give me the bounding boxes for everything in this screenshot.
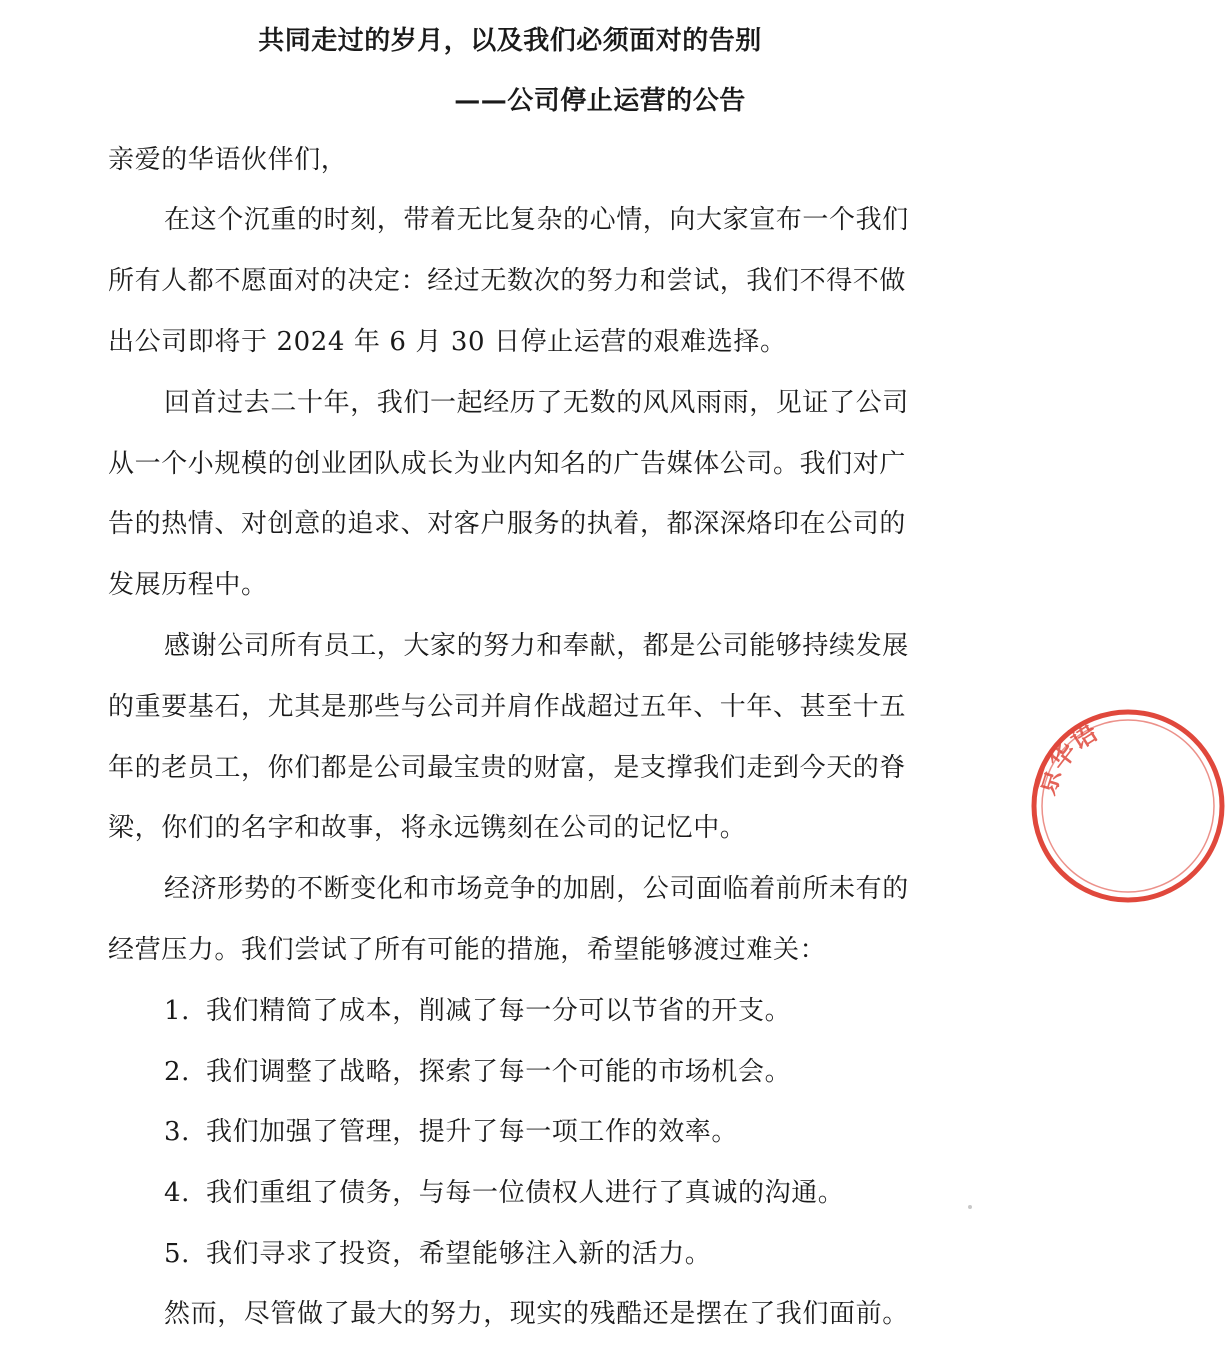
paragraph-line: 发展历程中。: [108, 570, 268, 600]
list-item-text: 我们精简了成本，削减了每一分可以节省的开支。: [206, 996, 792, 1026]
list-item-text: 我们寻求了投资，希望能够注入新的活力。: [206, 1239, 712, 1269]
closing-line: 然而，尽管做了最大的努力，现实的残酷还是摆在了我们面前。: [164, 1299, 909, 1329]
list-item: [164, 993, 791, 1029]
company-seal-stamp: [1028, 706, 1228, 906]
scan-speck: [968, 1205, 972, 1209]
paragraph-line: 回首过去二十年，我们一起经历了无数的风风雨雨，见证了公司: [164, 388, 909, 418]
list-item-number: 5.: [164, 1239, 191, 1269]
paragraph-line: 出公司即将于 2024 年 6 月 30 日停止运营的艰难选择。: [108, 327, 787, 357]
paragraph-line: 年的老员工，你们都是公司最宝贵的财富，是支撑我们走到今天的脊: [108, 753, 907, 783]
list-item: [164, 1054, 791, 1090]
paragraph-line: 的重要基石，尤其是那些与公司并肩作战超过五年、十年、甚至十五: [108, 692, 907, 722]
list-item: [164, 1114, 738, 1150]
list-item: [164, 1236, 711, 1272]
document-subtitle: ——公司停止运营的公告: [454, 86, 746, 116]
svg-text:京华语: [1031, 717, 1104, 798]
list-item-text: 我们加强了管理，提升了每一项工作的效率。: [206, 1117, 739, 1147]
paragraph-line: 经营压力。我们尝试了所有可能的措施，希望能够渡过难关：: [108, 935, 827, 965]
paragraph-line: 所有人都不愿面对的决定：经过无数次的努力和尝试，我们不得不做: [108, 266, 907, 296]
list-item-text: 我们调整了战略，探索了每一个可能的市场机会。: [206, 1057, 792, 1087]
list-item-number: 4.: [164, 1178, 191, 1208]
list-item-number: 2.: [164, 1057, 191, 1087]
paragraph-line: 从一个小规模的创业团队成长为业内知名的广告媒体公司。我们对广: [108, 449, 907, 479]
list-item-text: 我们重组了债务，与每一位债权人进行了真诚的沟通。: [206, 1178, 845, 1208]
salutation: 亲爱的华语伙伴们，: [108, 145, 348, 175]
seal-text: 京华语: [1031, 717, 1104, 799]
paragraph-line: 告的热情、对创意的追求、对客户服务的执着，都深深烙印在公司的: [108, 509, 907, 539]
paragraph-line: 梁，你们的名字和故事，将永远镌刻在公司的记忆中。: [108, 813, 747, 843]
list-item-number: 3.: [164, 1117, 191, 1147]
paragraph-line: 感谢公司所有员工，大家的努力和奉献，都是公司能够持续发展: [164, 631, 909, 661]
paragraph-line: 在这个沉重的时刻，带着无比复杂的心情，向大家宣布一个我们: [164, 205, 909, 235]
list-item: [164, 1175, 844, 1211]
paragraph-line: 经济形势的不断变化和市场竞争的加剧，公司面临着前所未有的: [164, 874, 909, 904]
document-title: 共同走过的岁月，以及我们必须面对的告别: [258, 26, 762, 56]
list-item-number: 1.: [164, 996, 191, 1026]
